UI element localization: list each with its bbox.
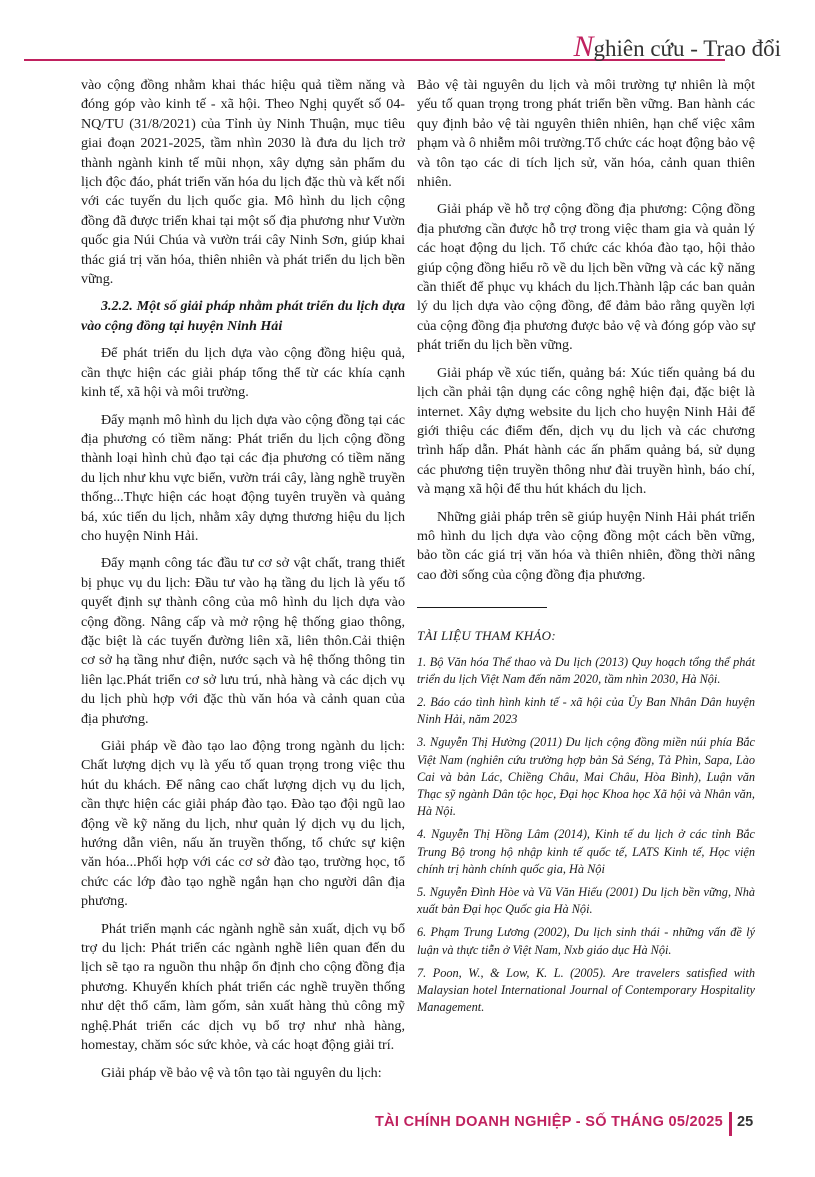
right-column [417,76,755,1022]
section-title-rest: ghiên cứu - Trao đổi [593,36,781,61]
section-title-initial: N [573,30,594,63]
body-paragraph: Để phát triển du lịch dựa vào cộng đồng hiệu quả, cần thực hiện các giải pháp tổng thể từ các khía cạnh kinh tế, xã hội và môi trường. [81,345,405,401]
body-paragraph: Những giải pháp trên sẽ giúp huyện Ninh Hải phát triển mô hình du lịch dựa vào cộng đồng một cách bền vững, bảo tồn các giá trị văn hóa và thiên nhiên, đồng thời nâng cao đời sống của cộng đồng địa phương. [417,508,755,583]
reference-item: 1. Bộ Văn hóa Thể thao và Du lịch (2013) Quy hoạch tổng thể phát triển du lịch Việt Nam đến năm 2020, tầm nhìn 2030, Hà Nội. [417,654,755,686]
body-paragraph: Đẩy mạnh mô hình du lịch dựa vào cộng đồng tại các địa phương có tiềm năng: Phát triển du lịch cộng đồng thành loại hình chủ đạo tại các địa phương có tiềm năng du lịch như khu vực biển, vườn trái cây, làng nghề truyền thống...Thực hiện các hoạt động tuyên truyền và quảng bá, xúc tiến du lịch, nhằm xây dựng thương hiệu du lịch cho huyện Ninh Hải. [81,411,405,544]
section-title [573,30,781,64]
references-divider [417,607,547,608]
body-paragraph: Bảo vệ tài nguyên du lịch và môi trường tự nhiên là một yếu tố quan trọng trong phát triển bền vững. Ban hành các quy định bảo vệ tài nguyên thiên nhiên, hạn chế việc xâm phạm và ô nhiễm môi trường.Tổ chức các hoạt động bảo vệ và tôn tạo các di tích lịch sử, văn hóa, cảnh quan thiên nhiên. [417,77,755,191]
page-footer [0,1112,815,1136]
reference-item: 3. Nguyễn Thị Hường (2011) Du lịch cộng đồng miền núi phía Bắc Việt Nam (nghiên cứu trường hợp bản Sả Séng, Tả Phìn, Sapa, Lào Cai và bản Lác, Chiềng Châu, Mai Châu, Hòa Bình), Luận văn Thạc sỹ ngành Dân tộc học, Đại học Khoa học Xã hội và Nhân văn, Hà Nội. [417,735,755,819]
footer-divider-bar [729,1112,732,1136]
journal-issue-label: TÀI CHÍNH DOANH NGHIỆP - SỐ THÁNG 05/2025 [374,1114,723,1130]
reference-item: 2. Báo cáo tình hình kinh tế - xã hội của Ủy Ban Nhân Dân huyện Ninh Hải, năm 2023 [417,694,755,727]
body-paragraph: Giải pháp về hỗ trợ cộng đồng địa phương: Cộng đồng địa phương cần được hỗ trợ trong việc tham gia và quản lý các hoạt động du lịch. Tổ chức các khóa đào tạo, hội thảo giúp cộng đồng hiểu rõ về du lịch bền vững và các kỹ năng cần thiết để phục vụ khách du lịch.Thành lập các ban quản lý du lịch dựa vào cộng đồng, để đảm bảo rằng quyền lợi của cộng đồng địa phương được bảo vệ và đóng góp vào sự phát triển du lịch bền vững. [417,201,755,354]
reference-item: 5. Nguyễn Đình Hòe và Vũ Văn Hiếu (2001) Du lịch bền vững, Nhà xuất bản Đại học Quốc gia Hà Nội. [417,885,755,917]
body-paragraph: Đẩy mạnh công tác đầu tư cơ sở vật chất, trang thiết bị phục vụ du lịch: Đầu tư vào hạ tầng du lịch là yếu tố quyết định sự thành công của mô hình du lịch dựa vào cộng đồng. Nâng cấp và mở rộng hệ thống giao thông, đặc biệt là các tuyến đường liên xã, liên thôn.Cải thiện cơ sở hạ tầng như điện, nước sạch và hệ thống thông tin liên lạc.Phát triển cơ sở lưu trú, nhà hàng và các dịch vụ du lịch phù hợp với đặc thù văn hóa và cảnh quan của địa phương. [81,555,405,727]
reference-item: 4. Nguyễn Thị Hồng Lâm (2014), Kinh tế du lịch ở các tỉnh Bắc Trung Bộ trong hộ nhập kinh tế quốc tế, LATS Kinh tế, Học viện chính trị hành chính quốc gia, Hà Nội [417,827,755,876]
left-column [81,76,405,1091]
reference-item: 7. Poon, W., & Low, K. L. (2005). Are travelers satisfied with Malaysian hotel International Journal of Contemporary Hospitality Management. [417,965,755,1015]
section-heading: 3.2.2. Một số giải pháp nhằm phát triển du lịch dựa vào cộng đồng tại huyện Ninh Hải [81,298,405,334]
body-paragraph: Giải pháp về xúc tiến, quảng bá: Xúc tiến quảng bá du lịch cần phải tận dụng các công nghệ hiện đại, đặc biệt là internet. Xây dựng website du lịch cho huyện Ninh Hải để giới thiệu các điểm đến, dịch vụ du lịch và các chương trình hấp dẫn. Phát hành các ấn phẩm quảng bá, sử dụng các phương tiện truyền thông như đài truyền hình, báo chí, và mạng xã hội để thu hút khách du lịch. [417,364,755,498]
reference-item: 6. Phạm Trung Lương (2002), Du lịch sinh thái - những vấn đề lý luận và thực tiễn ở Việt Nam, Nxb giáo dục Hà Nội. [417,925,755,957]
body-paragraph: vào cộng đồng nhằm khai thác hiệu quả tiềm năng và đóng góp vào kinh tế - xã hội. Theo Nghị quyết số 04-NQ/TU (31/8/2021) của Tỉnh ủy Ninh Thuận, mục tiêu giai đoạn 2021-2025, tầm nhìn 2030 là đưa du lịch trở thành ngành kinh tế mũi nhọn, xây dựng sản phẩm du lịch độc đáo, phát triển văn hóa du lịch đặc thù và kết nối với các tuyến du lịch quốc gia. Mô hình du lịch cộng đồng đã được triển khai tại một số địa phương như Vườn quốc gia Núi Chúa và vườn trái cây Ninh Sơn, giúp khai thác giá trị văn hóa, thiên nhiên và phát triển du lịch bền vững. [81,77,405,288]
body-paragraph: Giải pháp về đào tạo lao động trong ngành du lịch: Chất lượng dịch vụ là yếu tố quan trọng trong việc thu hút du khách. Để nâng cao chất lượng dịch vụ du lịch, cần thực hiện các giải pháp đào tạo. Đào tạo đội ngũ lao động về kỹ năng du lịch, như quản lý dịch vụ du lịch, hướng dẫn viên, nấu ăn truyền thống, tổ chức sự kiện văn hóa...Phối hợp với các cơ sở đào tạo, trường học, tổ chức các lớp đào tạo nghề ngắn hạn cho người dân địa phương. [81,738,405,910]
references-title: TÀI LIỆU THAM KHẢO: [417,628,556,644]
body-paragraph: Giải pháp về bảo vệ và tôn tạo tài nguyên du lịch: [101,1064,382,1081]
page-header [0,28,815,68]
page-number: 25 [737,1114,754,1130]
body-paragraph: Phát triển mạnh các ngành nghề sản xuất, dịch vụ bổ trợ du lịch: Phát triển các ngành nghề liên quan đến du lịch sẽ tạo ra nguồn thu nhập ổn định cho cộng đồng địa phương. Khuyến khích phát triển các nghề truyền thống như dệt thổ cẩm, làm gốm, sản xuất hàng thủ công mỹ nghệ.Phát triển các dịch vụ bổ trợ như nhà hàng, homestay, chăm sóc sức khỏe, và các hoạt động giải trí. [81,920,405,1054]
